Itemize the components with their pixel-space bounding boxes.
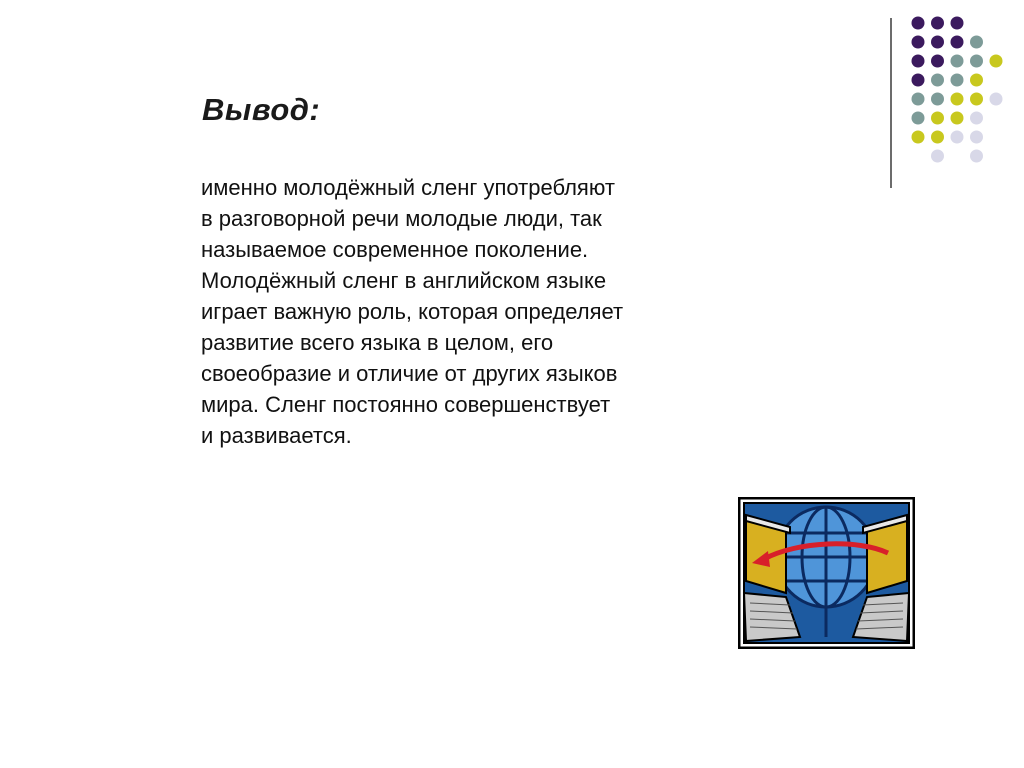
decor-dot [951,36,964,49]
decor-dot [912,112,925,125]
slide-title: Вывод: [202,92,321,127]
decor-dot [931,55,944,68]
decor-dot [931,150,944,163]
decor-dot [931,112,944,125]
decor-dot [931,74,944,87]
decor-dot [970,55,983,68]
decor-dot [970,74,983,87]
dot-grid-icon [0,0,1024,200]
decor-dot [931,93,944,106]
decor-dot [951,112,964,125]
decor-dot [970,93,983,106]
decor-dot [931,131,944,144]
decor-dot [912,74,925,87]
decor-dot [951,131,964,144]
decor-dot [912,17,925,30]
decor-dot [912,93,925,106]
decor-dot [912,36,925,49]
slide-body-text: именно молодёжный сленг употребляют в разговорной речи молодые люди, так называемое современное поколение. Молодёжный сленг в английском языке играет важную роль, которая определяет развитие всего языка в целом, его своеобразие и отличие от других языков мира. Сленг постоянно совершенствует и развивается. [201,175,624,448]
decor-dot [912,55,925,68]
decor-dot [951,17,964,30]
decor-dot [951,74,964,87]
decor-dot [951,55,964,68]
decor-dot [970,150,983,163]
decor-dot [970,112,983,125]
vertical-divider [890,18,892,188]
decor-dot [912,131,925,144]
decor-dot [970,36,983,49]
decor-dot [990,93,1003,106]
decor-dot [990,55,1003,68]
decor-dot [931,36,944,49]
network-computers-globe-icon [738,497,915,649]
decor-dot [970,131,983,144]
decor-dot [931,17,944,30]
decor-dot [951,93,964,106]
